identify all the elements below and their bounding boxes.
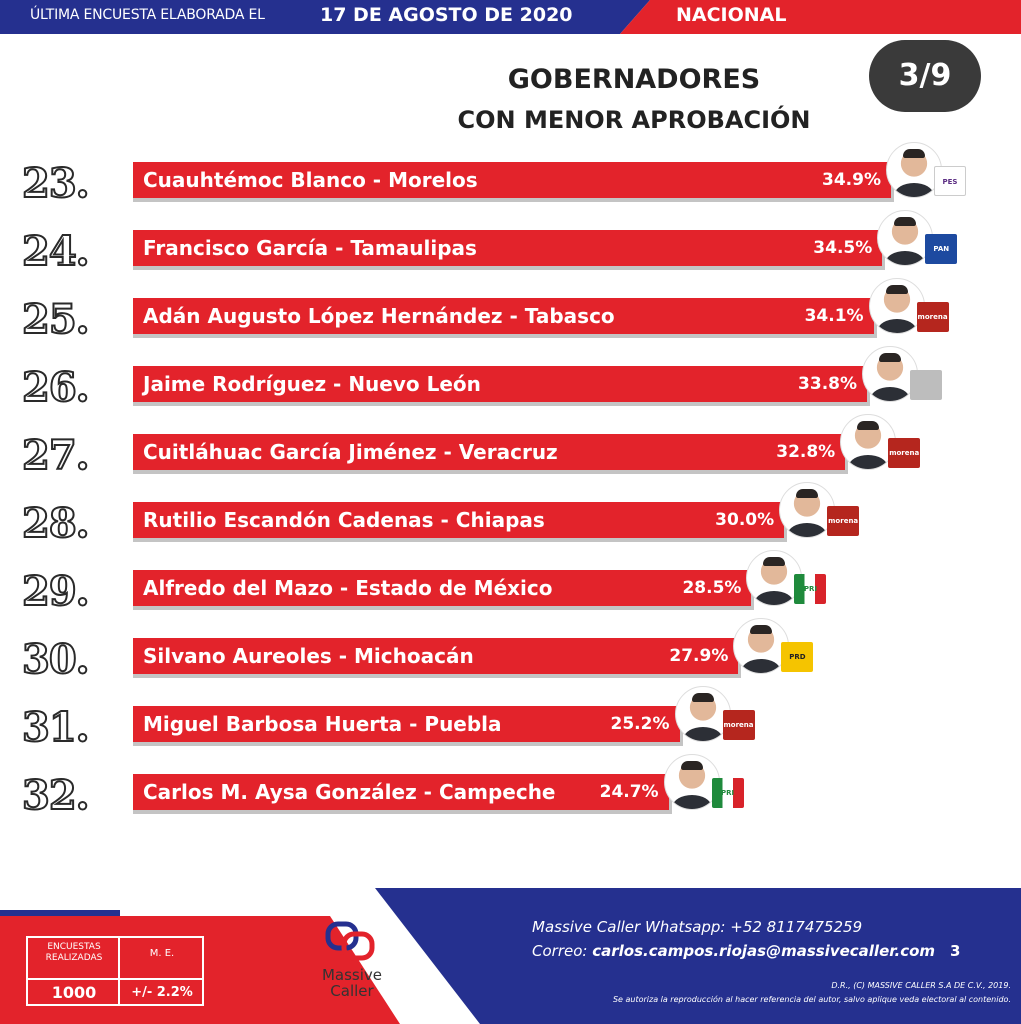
approval-value: 27.9% <box>669 646 729 666</box>
reproduction-notice: Se autoriza la reproducción al hacer referencia del autor, salvo aplique veda electoral al contenido. <box>612 995 1011 1004</box>
rank-label: 23. <box>22 160 89 207</box>
bar <box>133 638 741 678</box>
rank-label: 26. <box>22 364 89 411</box>
governor-name: Rutilio Escandón Cadenas - Chiapas <box>143 508 545 532</box>
logo-icon <box>304 918 400 966</box>
approval-value: 25.2% <box>610 714 670 734</box>
survey-date: 17 DE AGOSTO DE 2020 <box>320 4 573 26</box>
approval-value: 33.8% <box>798 374 858 394</box>
pes-logo: PES <box>934 166 966 196</box>
surveys-value: 1000 <box>51 983 97 1002</box>
surveys-label: ENCUESTAS REALIZADAS <box>45 942 103 963</box>
rank-label: 27. <box>22 432 89 479</box>
rank-label: 32. <box>22 772 89 819</box>
approval-value: 32.8% <box>776 442 836 462</box>
independent-logo <box>910 370 942 400</box>
page-number: 3 <box>950 942 961 960</box>
bar <box>133 570 754 610</box>
stats-divider-horizontal <box>28 978 202 980</box>
pri-logo: PRI <box>794 574 826 604</box>
massive-caller-logo <box>304 918 400 1008</box>
bar <box>133 366 870 406</box>
governor-name: Adán Augusto López Hernández - Tabasco <box>143 304 615 328</box>
rank-label: 29. <box>22 568 89 615</box>
approval-value: 34.9% <box>822 170 881 190</box>
region-label: NACIONAL <box>676 4 787 26</box>
approval-value: 30.0% <box>715 510 775 530</box>
email-address: carlos.campos.riojas@massivecaller.com <box>592 942 936 960</box>
governor-name: Carlos M. Aysa González - Campeche <box>143 780 556 804</box>
rank-label: 28. <box>22 500 89 547</box>
governor-name: Jaime Rodríguez - Nuevo León <box>143 372 481 396</box>
approval-value: 34.1% <box>804 306 864 326</box>
approval-value: 24.7% <box>599 782 659 802</box>
governor-name: Miguel Barbosa Huerta - Puebla <box>143 712 502 736</box>
governor-name: Cuauhtémoc Blanco - Morelos <box>143 168 478 192</box>
rank-label: 24. <box>22 228 89 275</box>
rank-label: 31. <box>22 704 89 751</box>
morena-logo: morena <box>827 506 859 536</box>
bar <box>133 502 787 542</box>
email-contact <box>532 942 935 960</box>
approval-value: 28.5% <box>682 578 742 598</box>
copyright-notice: D.R., (C) MASSIVE CALLER S.A DE C.V., 2019. <box>831 981 1011 990</box>
email-label: Correo: <box>532 942 588 960</box>
margin-error-value: +/- 2.2% <box>131 985 193 1000</box>
survey-stats-box <box>26 936 204 1006</box>
morena-logo: morena <box>723 710 755 740</box>
prd-logo: PRD <box>781 642 813 672</box>
pan-logo: PAN <box>925 234 957 264</box>
logo-text-massive: Massive <box>321 966 383 984</box>
bar <box>133 434 848 474</box>
governor-name: Cuitláhuac García Jiménez - Veracruz <box>143 440 558 464</box>
whatsapp-contact: Massive Caller Whatsapp: +52 8117475259 <box>532 918 863 936</box>
bar <box>133 230 885 270</box>
chart-title: GOBERNADORES <box>507 64 761 95</box>
approval-value: 34.5% <box>813 238 873 258</box>
morena-logo: morena <box>917 302 949 332</box>
bar <box>133 774 672 814</box>
pri-logo: PRI <box>712 778 744 808</box>
logo-text-caller: Caller <box>330 982 374 1000</box>
bar <box>133 162 894 202</box>
rank-label: 25. <box>22 296 89 343</box>
survey-date-label: ÚLTIMA ENCUESTA ELABORADA EL <box>30 7 265 23</box>
page-indicator: 3/9 <box>869 40 981 112</box>
governor-name: Francisco García - Tamaulipas <box>143 236 477 260</box>
morena-logo: morena <box>888 438 920 468</box>
bar <box>133 706 683 746</box>
governor-name: Silvano Aureoles - Michoacán <box>143 644 474 668</box>
rank-label: 30. <box>22 636 89 683</box>
bar <box>133 298 877 338</box>
margin-error-label: M. E. <box>149 948 175 959</box>
governor-name: Alfredo del Mazo - Estado de México <box>143 576 553 600</box>
chart-subtitle: CON MENOR APROBACIÓN <box>457 106 811 134</box>
